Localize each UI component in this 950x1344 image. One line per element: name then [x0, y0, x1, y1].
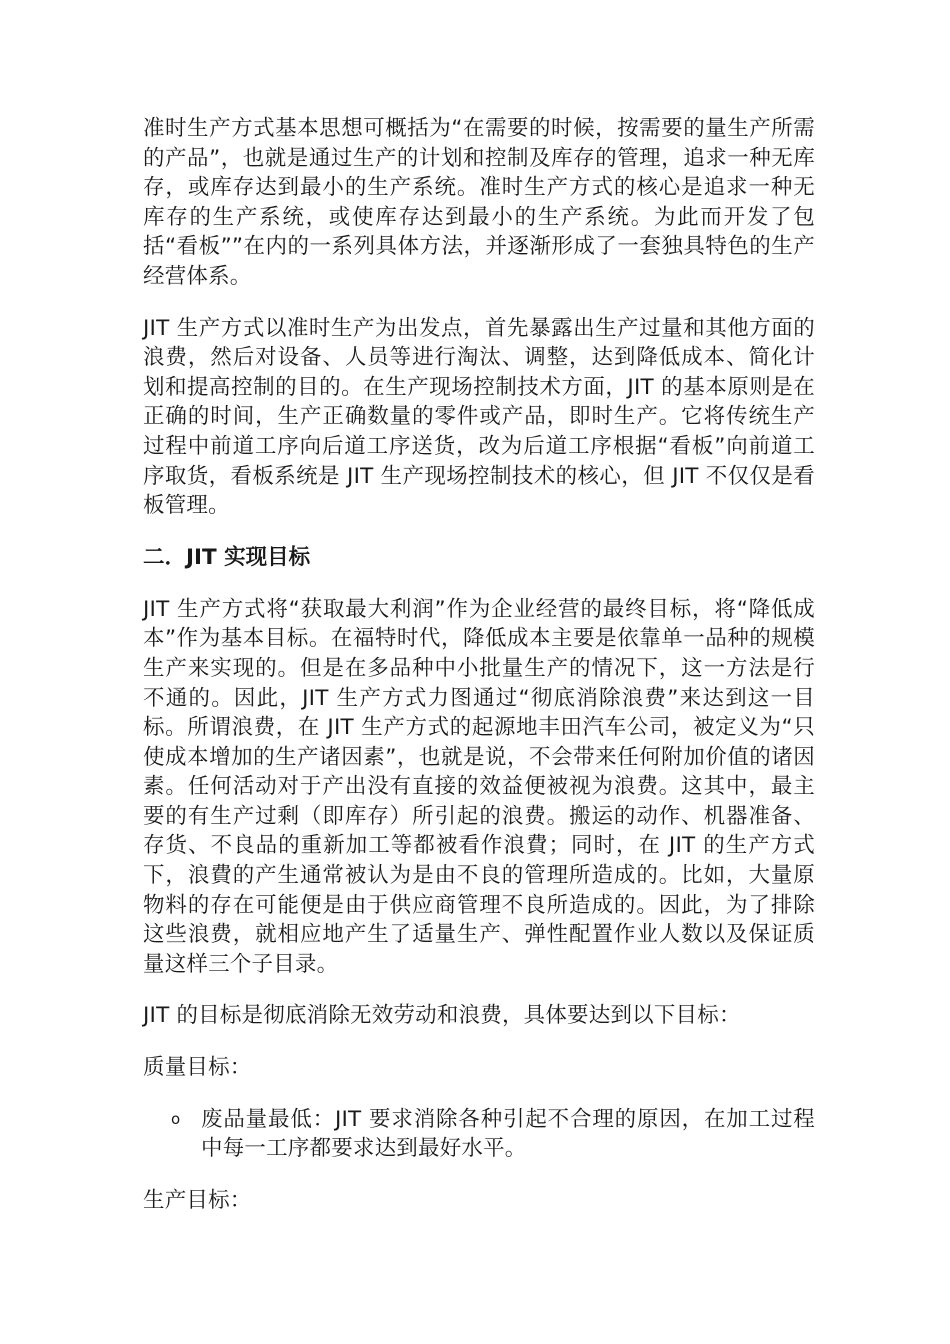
list-item — [171, 1105, 815, 1164]
production-goals-label: 生产目标： — [143, 1187, 252, 1213]
paragraph-jit-concept: 准时生产方式基本思想可概括为“在需要的时候，按需要的量生产所需的产品”，也就是通过生产的计划和控制及库存的管理，追求一种无库存，或库存达到最小的生产系统。准时生产方式的核心是追求一种无库存的生产系统，或使库存达到最小的生产系统。为此而开发了包括“看板””在内的一系列具体方法，并逐渐形成了一套独具特色的生产经营体系。 — [143, 116, 815, 289]
quality-goals-label: 质量目标： — [143, 1055, 252, 1081]
quality-goals-list — [143, 1105, 815, 1164]
paragraph-jit-targets-intro: JIT 的目标是彻底消除无效劳动和浪费，具体要达到以下目标： — [143, 1003, 741, 1029]
list-item-text: 废品量最低：JIT 要求消除各种引起不合理的原因，在加工过程中每一工序都要求达到最好水平。 — [201, 1106, 815, 1162]
document-page — [143, 114, 815, 1237]
paragraph-jit-overview: JIT 生产方式以准时生产为出发点，首先暴露出生产过量和其他方面的浪费，然后对设备、人员等进行淘汰、调整，达到降低成本、简化计划和提高控制的目的。在生产现场控制技术方面，JIT 的基本原则是在正确的时间，生产正确数量的零件或产品，即时生产。它将传统生产过程中前道工序向后道工序送货，改为后道工序根据“看板”向前道工序取货，看板系统是 JIT 生产现场控制技术的核心，但 JIT 不仅仅是看板管理。 — [143, 315, 815, 519]
section-heading-jit-goals: 二．JIT 实现目标 — [143, 544, 311, 570]
circle-bullet-icon: o — [171, 1109, 181, 1128]
paragraph-jit-goals-detail: JIT 生产方式将“获取最大利润”作为企业经营的最终目标，将“降低成本”作为基本目标。在福特时代，降低成本主要是依靠单一品种的规模生产来实现的。但是在多品种中小批量生产的情况下，这一方法是行不通的。因此，JIT 生产方式力图通过“彻底消除浪费”来达到这一目标。所谓浪费，在 JIT 生产方式的起源地丰田汽车公司，被定义为“只使成本增加的生产诸因素”，也就是说，不会带来任何附加价值的诸因素。任何活动对于产出没有直接的效益便被视为浪费。这其中，最主要的有生产过剩（即库存）所引起的浪费。搬运的动作、机器准备、存货、不良品的重新加工等都被看作浪費；同时，在 JIT 的生产方式下，浪費的产生通常被认为是由不良的管理所造成的。比如，大量原物料的存在可能便是由于供应商管理不良所造成的。因此，为了排除这些浪费，就相应地产生了适量生产、弹性配置作业人数以及保证质量这样三个子目录。 — [143, 596, 815, 977]
